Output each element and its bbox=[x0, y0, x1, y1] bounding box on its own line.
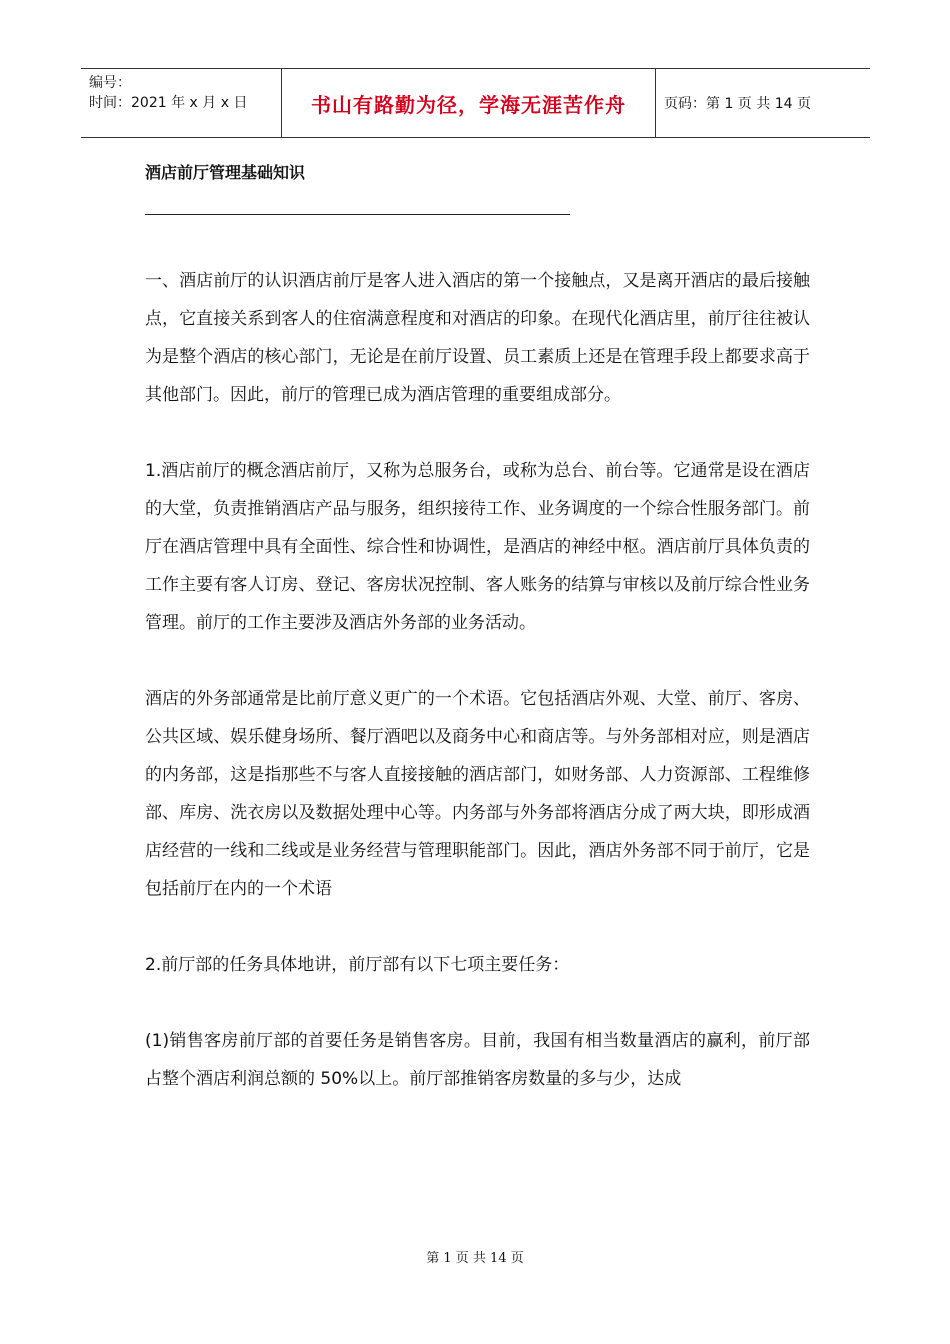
document-body bbox=[145, 262, 810, 1136]
document-number-label: 编号： bbox=[89, 75, 131, 91]
document-title: 酒店前厅管理基础知识 bbox=[145, 163, 306, 182]
body-paragraph: 酒店的外务部通常是比前厅意义更广的一个术语。它包括酒店外观、大堂、前厅、客房、公共区域、娱乐健身场所、餐厅酒吧以及商务中心和商店等。与外务部相对应，则是酒店的内务部，这是指那些不与客人直接接触的酒店部门，如财务部、人力资源部、工程维修部、库房、洗衣房以及数据处理中心等。内务部与外务部将酒店分成了两大块，即形成酒店经营的一线和二线或是业务经营与管理职能部门。因此，酒店外务部不同于前厅，它是包括前厅在内的一个术语 bbox=[145, 689, 810, 899]
body-paragraph: 一、酒店前厅的认识酒店前厅是客人进入酒店的第一个接触点，又是离开酒店的最后接触点，它直接关系到客人的住宿满意程度和对酒店的印象。在现代化酒店里，前厅往往被认为是整个酒店的核心部门，无论是在前厅设置、员工素质上还是在管理手段上都要求高于其他部门。因此，前厅的管理已成为酒店管理的重要组成部分。 bbox=[145, 271, 810, 405]
body-paragraph: 1.酒店前厅的概念酒店前厅，又称为总服务台，或称为总台、前台等。它通常是设在酒店的大堂，负责推销酒店产品与服务，组织接待工作、业务调度的一个综合性服务部门。前厅在酒店管理中具有全面性、综合性和协调性，是酒店的神经中枢。酒店前厅具体负责的工作主要有客人订房、登记、客房状况控制、客人账务的结算与审核以及前厅综合性业务管理。前厅的工作主要涉及酒店外务部的业务活动。 bbox=[145, 461, 810, 633]
body-paragraph: (1)销售客房前厅部的首要任务是销售客房。目前，我国有相当数量酒店的赢利，前厅部占整个酒店利润总额的 50%以上。前厅部推销客房数量的多与少，达成 bbox=[145, 1031, 810, 1089]
title-underline bbox=[145, 214, 570, 215]
document-date: 时间：2021 年 x 月 x 日 bbox=[89, 95, 248, 111]
header-meta bbox=[81, 69, 281, 137]
page-footer: 第 1 页 共 14 页 bbox=[426, 1251, 524, 1266]
header-page-info: 页码：第 1 页 共 14 页 bbox=[664, 96, 811, 112]
page-header bbox=[81, 68, 870, 138]
header-motto: 书山有路勤为径，学海无涯苦作舟 bbox=[281, 69, 656, 137]
body-paragraph: 2.前厅部的任务具体地讲，前厅部有以下七项主要任务： bbox=[145, 955, 570, 975]
